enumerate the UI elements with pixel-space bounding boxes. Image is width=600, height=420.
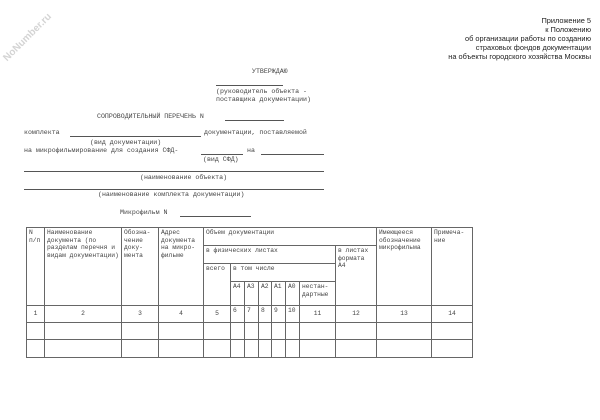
signature-line: [216, 85, 283, 86]
col-number: 4: [159, 306, 204, 323]
col-number: 8: [259, 306, 272, 323]
col-number: 5: [204, 306, 231, 323]
list-number-line: [225, 120, 284, 121]
header-including: в том числе: [231, 264, 336, 282]
object-caption: (наименование объекта): [140, 174, 228, 181]
header-a2: А2: [259, 282, 272, 306]
sfd-type-caption: (вид СФД): [203, 156, 239, 163]
approve-caption: (руководитель объекта -: [216, 88, 308, 95]
header-designation: Обозна- чение доку- мента: [122, 228, 159, 306]
col-number: 14: [432, 306, 473, 323]
on-label: на: [247, 147, 255, 154]
header-a3: А3: [245, 282, 259, 306]
set-label: комплекта: [24, 129, 60, 136]
set-name-line: [24, 189, 324, 190]
header-a4-sheets: в листах формата А4: [336, 246, 377, 306]
column-numbers-row: [27, 306, 473, 323]
table-row: [27, 340, 473, 358]
header-nonstandard: нестан- дартные: [300, 282, 336, 306]
table-row: [27, 323, 473, 340]
col-number: 2: [45, 306, 122, 323]
header-total: всего: [204, 264, 231, 306]
col-number: 9: [272, 306, 286, 323]
documents-table: [26, 227, 473, 358]
header-a4: А4: [231, 282, 245, 306]
col-number: 3: [122, 306, 159, 323]
doc-type-line: [70, 136, 201, 137]
header-a0: А0: [286, 282, 300, 306]
header-name: Наименование документа (по разделам перечня и видам документации): [45, 228, 122, 306]
watermark: NoNumber.ru: [1, 11, 54, 64]
appendix-line: к Положению: [545, 25, 591, 34]
header-address: Адрес документа на микро- фильме: [159, 228, 204, 306]
col-number: 1: [27, 306, 45, 323]
list-title: СОПРОВОДИТЕЛЬНЫЙ ПЕРЕЧЕНЬ N: [97, 113, 204, 120]
appendix-line: страховых фондов документации: [475, 43, 591, 52]
header-note: Примеча- ние: [432, 228, 473, 306]
header-existing: Имеющееся обозначение микрофильма: [377, 228, 432, 306]
col-number: 10: [286, 306, 300, 323]
appendix-line: об организации работы по созданию: [464, 34, 591, 43]
microfilm-number-line: [180, 216, 251, 217]
col-number: 7: [245, 306, 259, 323]
col-number: 11: [300, 306, 336, 323]
col-number: 13: [377, 306, 432, 323]
set-name-caption: (наименование комплекта документации): [98, 191, 245, 198]
approve-title: УТВЕРЖДАЮ: [252, 68, 288, 75]
appendix-header: [448, 16, 591, 61]
header-physical: в физических листах: [204, 246, 336, 264]
microfilm-label: Микрофильм N: [120, 209, 168, 216]
appendix-line: Приложение 5: [541, 16, 591, 25]
col-number: 6: [231, 306, 245, 323]
col-number: 12: [336, 306, 377, 323]
doc-supplied-label: документации, поставляемой: [204, 129, 307, 136]
object-name-line: [24, 171, 324, 172]
header-volume: Объем документации: [204, 228, 377, 246]
approve-caption: поставщика документации): [216, 96, 311, 103]
sfd-label: на микрофильмирование для создания СФД-: [24, 147, 179, 154]
header-num: N п/п: [27, 228, 45, 306]
sfd-type-line: [201, 154, 243, 155]
sfd-object-line: [261, 154, 324, 155]
appendix-line: на объекты городского хозяйства Москвы: [448, 52, 591, 61]
header-a1: А1: [272, 282, 286, 306]
doc-type-caption: (вид документации): [90, 139, 162, 146]
